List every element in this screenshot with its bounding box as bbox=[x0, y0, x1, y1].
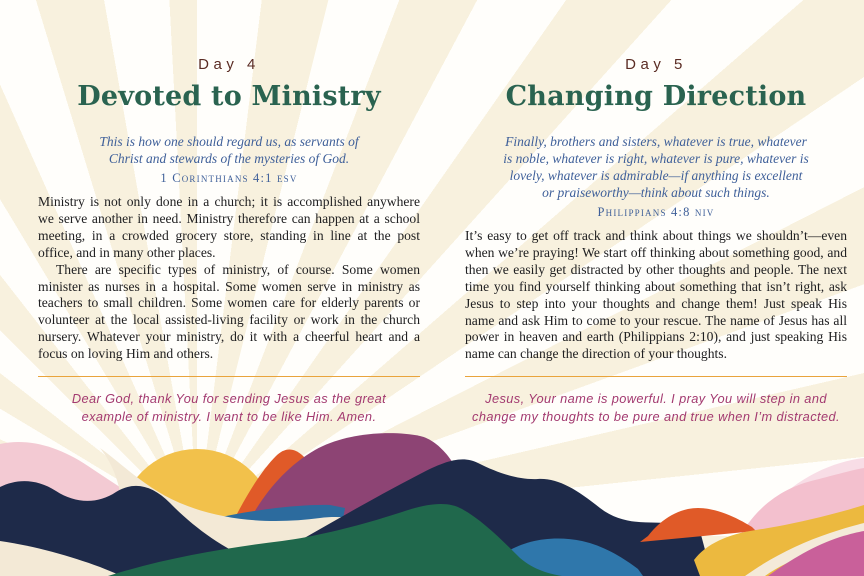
prayer-line: change my thoughts to be pure and true when I’m distracted. bbox=[472, 408, 840, 424]
body-paragraph: There are specific types of ministry, of course. Some women minister as nurses in a hospital. Some women serve in ministry as teachers to small children. Some women care for elderly parents or volunteer at the local assisted-living facility or work in the church nursery. Whatever your ministry, do it with a cheerful heart and a focus on loving Him and others. bbox=[38, 261, 420, 362]
verse-line: Christ and stewards of the mysteries of God. bbox=[108, 151, 350, 166]
body-paragraph: Ministry is not only done in a church; it is accomplished anywhere we serve another in need. Ministry therefore can happen at a school meeting, in a crowded grocery store, standing in line at the post office, and in many other places. bbox=[38, 194, 420, 260]
prayer-line: Dear God, thank You for sending Jesus as the great bbox=[71, 391, 387, 407]
prayer-left bbox=[38, 390, 420, 425]
prayer-line: Jesus, Your name is powerful. I pray You will step in and bbox=[485, 391, 827, 407]
day-label-right: Day 5 bbox=[625, 56, 687, 73]
chapter-title-right: Changing Direction bbox=[505, 81, 807, 112]
left-page bbox=[38, 0, 420, 425]
verse-line: is noble, whatever is right, whatever is pure, whatever is bbox=[503, 151, 809, 166]
right-page bbox=[465, 0, 847, 425]
body-paragraph: It’s easy to get off track and think about things we shouldn’t—even when we’re praying! We start off thinking about something good, and then we easily get distracted by other thoughts and people. The next time you find yourself thinking about something that isn’t right, ask Jesus to step into your thoughts and change them! Just speak His name and ask Him to come to your rescue. The name of Jesus has all power in heaven and earth (Philippians 2:10), and just speaking His name can change the direction of your thoughts. bbox=[465, 228, 847, 362]
verse-line: This is how one should regard us, as servants of bbox=[99, 134, 359, 149]
prayer-right bbox=[465, 390, 847, 425]
gold-divider-right bbox=[465, 376, 847, 377]
verse-line: lovely, whatever is admirable—if anything is excellent bbox=[509, 168, 803, 183]
verse-reference-left: 1 Corinthians 4:1 esv bbox=[160, 171, 298, 185]
prayer-line: example of ministry. I want to be like Him. Amen. bbox=[81, 408, 377, 424]
chapter-title-left: Devoted to Ministry bbox=[77, 81, 381, 112]
verse-reference-right: Philippians 4:8 niv bbox=[597, 205, 715, 219]
scripture-verse-left bbox=[38, 133, 420, 186]
verse-line: Finally, brothers and sisters, whatever is true, whatever bbox=[505, 134, 807, 149]
devotional-body-right bbox=[465, 228, 847, 363]
verse-line: or praiseworthy—think about such things. bbox=[542, 185, 770, 200]
devotional-body-left bbox=[38, 194, 420, 363]
scripture-verse-right bbox=[465, 133, 847, 220]
day-label-left: Day 4 bbox=[198, 56, 260, 73]
gold-divider-left bbox=[38, 376, 420, 377]
